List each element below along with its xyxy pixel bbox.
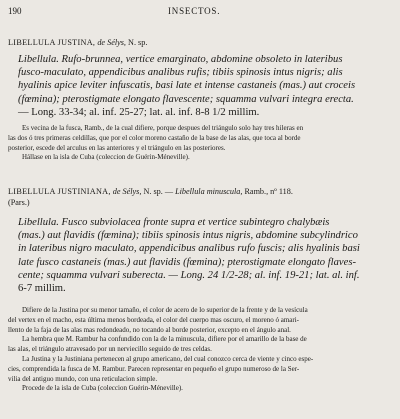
note-line: llento de la faja de las alas mas redondeado, no tocando al borde posterior, excepto en el ángulo anal. (8, 325, 291, 334)
species-2-reference: Ramb., nº 118. (244, 187, 293, 196)
note-line: Hállase en la isla de Cuba (coleccion de Guérin-Méneville). (22, 153, 190, 162)
note-line: Procede de la isla de Cuba (coleccion Guérin-Méneville). (22, 384, 183, 393)
species-1-status: N. sp. (128, 38, 148, 47)
note-line: Difiere de la Justina por su menor tamaño, el color de acero de lo superior de la frente y de la vesícula (22, 306, 308, 314)
species-2-author: de Sélys, (112, 187, 142, 196)
diagnosis-measurements: 6-7 millim. (18, 283, 66, 295)
note-line: La hembra que M. Rambur ha confundido con la de la minuscula, difiere por el amarillo de la base de (22, 335, 307, 344)
species-2-status: N. sp. — (143, 187, 174, 196)
species-1-notes (8, 124, 388, 163)
running-title: INSECTOS. (168, 6, 221, 16)
note-line: posterior, escede del arculus en las anteriores y el triángulo en las posteriores. (8, 143, 226, 152)
note-line: del vertex en el macho, esta última menos bordeada, el color del cuerpo mas oscuro, el moreno ó amari- (8, 315, 299, 324)
diagnosis-measurements: — Long. 33-34; al. inf. 25-27; lat. al. inf. 8-8 1/2 millim. (18, 106, 260, 118)
species-1-author: de Sélys, (97, 38, 126, 47)
note-line: cies, comprendida la fusca de M. Rambur. Parecen representar en pequeño el grupo numeroso de la Ser- (8, 364, 300, 373)
diagnosis-line: Libellula. Rufo-brunnea, vertice emarginato, abdomine obsoleto in lateribus (18, 54, 343, 65)
species-2-diagnosis (18, 216, 386, 295)
species-2-notes (8, 306, 388, 394)
page-number: 190 (8, 6, 22, 16)
diagnosis-line: Libellula. Fusco subviolacea fronte supra et vertice subintegro chalybæis (18, 217, 330, 228)
diagnosis-line: hyalinis apice leviter infuscatis, basi late et intense castaneis (mas.) aut croceis (18, 80, 356, 92)
species-1-title (8, 38, 147, 47)
note-line: La Justina y la Justiniana pertenecen al grupo americano, del cual conozco cerca de viente y cinco espe- (22, 354, 314, 363)
species-2-title (8, 187, 293, 196)
species-2-pars: (Pars.) (8, 198, 30, 207)
species-1-name: LIBELLULA JUSTINA, (8, 38, 96, 47)
diagnosis-line: fusco-maculato, appendicibus analibus rufis; tibiis spinosis intus nigris; alis (18, 67, 343, 79)
species-1-diagnosis (18, 53, 386, 119)
diagnosis-line: cente; squamma vulvari suberecta. — Long. 24 1/2-28; al. inf. 19-21; lat. al. inf. (18, 269, 360, 281)
species-2-synonym: Libellula minuscula, (175, 187, 243, 196)
note-line: Es vecina de la fusca, Ramb., de la cual difiere, porque despues del triángulo solo hay tres hileras en (22, 124, 304, 132)
note-line: vilia del antiguo mundo, con una reticulacion simple. (8, 374, 158, 383)
diagnosis-line: (fœmina); pterostigmate elongato flavescente; squamma vulvari integra erecta. (18, 93, 354, 105)
diagnosis-line: (mas.) aut flavidis (fœmina); tibiis spinosis intus nigris, abdomine subcylindrico (18, 230, 358, 242)
diagnosis-line: in lateribus nigro maculato, appendicibus analibus rufo fuscis; alis hyalinis basi (18, 243, 360, 255)
diagnosis-line: late fusco castaneis (mas.) aut flavidis (fœmina); pterostigmate elongato flaves- (18, 256, 356, 268)
note-line: las alas, el triángulo atravesado por un nerviecillo seguido de tres celdas. (8, 345, 212, 354)
note-line: las dos ó tres primeras celdillas, que por el color moreno castaño de la base de las alas, que toca al borde (8, 133, 301, 142)
species-2-name: LIBELLULA JUSTINIANA, (8, 187, 111, 196)
